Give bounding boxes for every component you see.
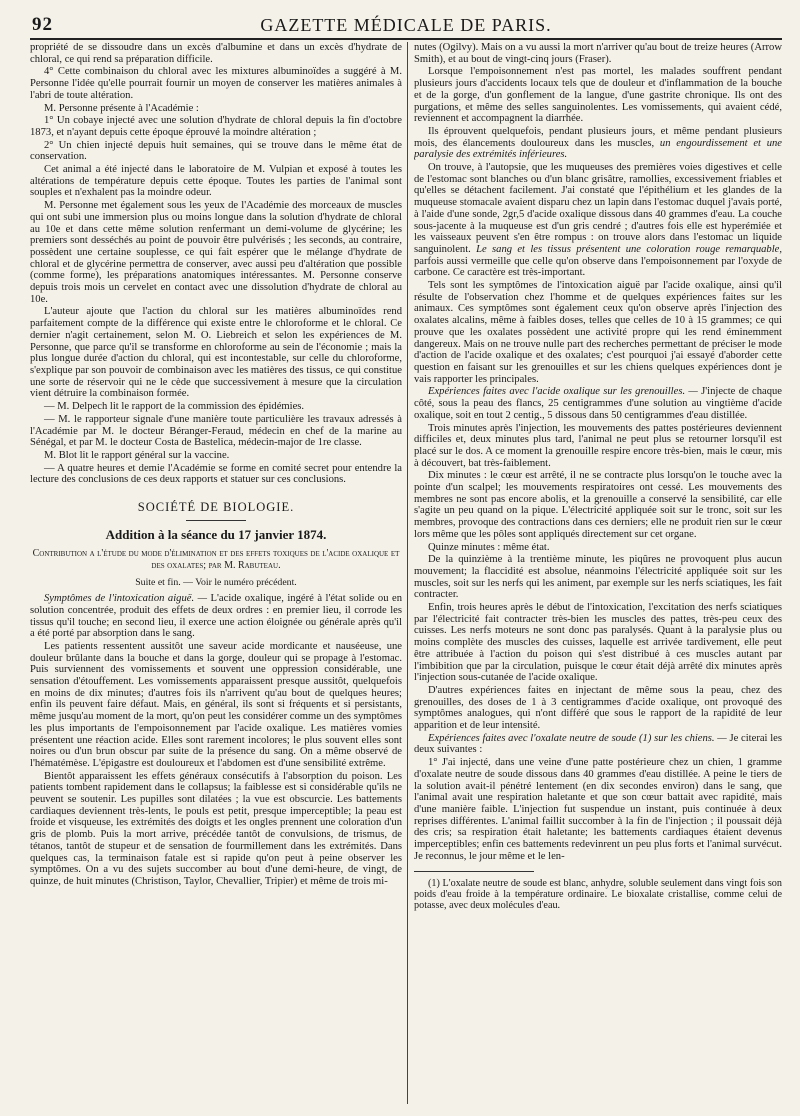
paragraph	[414, 386, 782, 421]
section-divider	[186, 520, 246, 521]
continuation-note: Suite et fin. — Voir le numéro précédent.	[135, 577, 297, 589]
journal-title: GAZETTE MÉDICALE DE PARIS.	[260, 15, 552, 35]
emphasis: Le sang et les tissus présentent une coloration rouge remarquable,	[476, 243, 782, 255]
paragraph	[414, 126, 782, 161]
article-title: Contribution a l'étude du mode d'élimination et des effets toxiques de l'acide oxalique et des oxalates; par M. Rabuteau.	[32, 548, 400, 571]
paragraph: De la quinzième à la trentième minute, les piqûres ne provoquent plus aucun mouvement; la flaccidité est absolue, néanmoins l'électricité appliquée soit sur les muscles, soit sur les nerfs qui les animent, par exemple sur les nerfs sciatiques, les fait contracter.	[414, 554, 782, 601]
page-number: 92	[32, 14, 53, 35]
paragraph: M. Blot lit le rapport général sur la vaccine.	[44, 449, 230, 461]
paragraph: 4° Cette combinaison du chloral avec les mixtures albuminoïdes a suggéré à M. Personne l'idée qu'elle pourrait fournir un moyen de conserver les matières animales à l'abri de toute altération.	[30, 66, 402, 101]
paragraph-text: On trouve, à l'autopsie, que les muqueuses des premières voies digestives et celle de l'estomac sont blanches ou d'un blanc grisâtre, ramollies, excessivement friables et qu'elles se détachent facilement. J'ai constaté que l'épithélium et les glandes de la muqueuse stomacale avaient disparu chez un lapin dans l'estomac duquel j'avais porté, à l'aide d'une sonde, 2gr,5 d'acide oxalique dissous dans 40 grammes d'eau. La couche sous-jacente à la muqueuse est d'un gris cendré ; d'autres fois elle est hyperémiée et les vaisseaux peuvent s'en être rompus : on trouve alors dans l'estomac un liquide sanguinolent.	[414, 162, 782, 255]
paragraph: — M. le rapporteur signale d'une manière toute particulière les travaux adressés à l'Académie par M. le docteur Béranger-Feraud, médecin en chef de la marine au Sénégal, et par M. le docteur Costa de Bastelica, médecin-major de 1re classe.	[30, 413, 402, 449]
paragraph	[414, 162, 782, 279]
paragraph: L'auteur ajoute que l'action du chloral sur les matières albuminoïdes rend parfaitement compte de la différence qui existe entre le chloroforme et le chloral. Ce dernier n'agit certainement, selon M. O. Liebreich et selon les expériences de M. Personne, que parce qu'il se transforme en chloroforme au sein de l'économie ; mais la plus longue durée d'action du chloral, qui est incontestable, sur celle du chloroforme, s'explique par son pouvoir de combinaison avec les matières des tissus, ce qui constitue une sorte de réservoir qui ne le cède que successivement à mesure que la circulation vient détruire la combinaison formée.	[30, 306, 402, 400]
paragraph: 1° J'ai injecté, dans une veine d'une patte postérieure chez un chien, 1 gramme d'oxalate neutre de soude dissous dans 40 grammes d'eau distillée. A peine le tiers de la solution avait-il pénétré lentement (en dix secondes environ) dans le sang, que l'animal avait une respiration haletante et que son cœur battait avec rapidité, mais d'une manière faible. L'injection fut suspendue un instant, puis continuée à deux reprises différentes. L'animal faillit succomber à la fin de l'injection ; il poussait déjà des cris; sa respiration était haletante; les battements cardiaques étaient devenus imperceptibles; enfin ces battements redevinrent un peu plus forts et l'animal survécut. Je reconnus, le jour même et le len-	[414, 757, 782, 862]
paragraph-text: Je citerai les deux suivantes :	[414, 732, 782, 756]
paragraph-text: parfois aussi vermeille que celle qu'on observe dans l'empoisonnement par l'oxyde de carbone. Ce caractère est très-important.	[414, 255, 782, 279]
subheading: Symptômes de l'intoxication aiguë. —	[44, 593, 208, 605]
paragraph: Dix minutes : le cœur est arrêté, il ne se contracte plus lorsqu'on le touche avec la pointe d'un scalpel; les mouvements respiratoires ont cessé. Les mouvements des membres ne sont pas encore abolis, et la grenouille a conservé la sensibilité, car elle s'agite un peu quand on la pique. L'électricité appliquée soit sur le tronc, soit sur les membres, provoque des contractions dans ces derniers; elle ne produit rien sur le cœur lors même que les pôles sont appliqués directement sur cet organe.	[414, 470, 782, 540]
paragraph: — A quatre heures et demie l'Académie se forme en comité secret pour entendre la lecture des conclusions de ces deux rapports et statuer sur ces conclusions.	[30, 462, 402, 486]
paragraph: Tels sont les symptômes de l'intoxication aiguë par l'acide oxalique, ainsi qu'il résulte de l'observation chez l'homme et de quelques expériences faites sur les animaux. Ces symptômes sont également ceux qu'on observe après l'injection des oxalates alcalins, même à faibles doses, telles que celles de 10 à 15 grammes; ce qui prouve que les oxalates possèdent une activité propre qui les rend éminemment dangereux. Mais on ne trouve nulle part des recherches permettant de préciser le mode d'action de l'acide oxalique et des oxalates; c'est pourquoi j'ai essayé d'aborder cette question en faisant sur les grenouilles et sur les chiens quelques expériences dont je vais rapporter les principales.	[414, 280, 782, 385]
footnote: (1) L'oxalate neutre de soude est blanc, anhydre, soluble seulement dans vingt fois son poids d'eau froide à la température ordinaire. Le bioxalate cristallise, comme celui de potasse, avec deux molécules d'eau.	[414, 877, 782, 912]
journal-page	[30, 12, 782, 1104]
session-heading: Addition à la séance du 17 janvier 1874.	[105, 526, 327, 542]
paragraph: M. Personne présente à l'Académie :	[44, 102, 199, 114]
paragraph-text: Ils éprouvent quelquefois, pendant plusieurs jours, et même pendant plusieurs mois, des élancements douloureux dans les muscles,	[414, 125, 782, 149]
two-column-body	[30, 42, 782, 1104]
paragraph: Trois minutes après l'injection, les mouvements des pattes postérieures deviennent difficiles et, deux minutes plus tard, l'animal ne peut plus se retourner lorsqu'il est placé sur le dos. A ce moment la grenouille respire encore très-bien, mais le cœur, mis à découvert, bat très-faiblement.	[414, 422, 782, 469]
emphasis: un engourdissement et une paralysie des extrémités inférieures.	[414, 137, 782, 161]
paragraph-text: J'injecte de chaque côté, sous la peau des flancs, 25 centigrammes d'une solution au vingtième d'acide oxalique, soit en tout 2 centig., 5 dissous dans 50 centigrammes d'eau distillée.	[414, 386, 782, 421]
paragraph: M. Personne met également sous les yeux de l'Académie des morceaux de muscles qui ont subi une immersion plus ou moins longue dans la solution d'hydrate de chloral au 10e et dans cette même solution renfermant un demi-volume de glycérine; les premiers sont desséchés au point de pouvoir être pulvérisés ; les seconds, au contraire, possèdent une certaine souplesse, ce qui fait espérer que le mélange d'hydrate de chloral et de glycérine permettra de conserver, avec aussi peu d'altération que possible (comme forme), les préparations anatomiques intéressantes. M. Personne conserve depuis trois mois un cervelet en contact avec une dissolution d'hydrate de chloral au 10e.	[30, 200, 402, 305]
paragraph: 1° Un cobaye injecté avec une solution d'hydrate de chloral depuis la fin d'octobre 1873, et n'ayant depuis cette époque éprouvé la moindre altération ;	[30, 115, 402, 138]
left-column	[30, 42, 402, 1104]
footnote-divider	[414, 871, 534, 872]
subheading: Expériences faites avec l'acide oxalique sur les grenouilles. —	[428, 386, 698, 398]
paragraph: — M. Delpech lit le rapport de la commission des épidémies.	[44, 401, 305, 413]
paragraph: nutes (Ogilvy). Mais on a vu aussi la mort n'arriver qu'au bout de treize heures (Arrow Smith), et au bout de vingt-cinq jours (Fraser).	[414, 42, 782, 65]
paragraph: Bientôt apparaissent les effets généraux consécutifs à l'absorption du poison. Les patients tombent rapidement dans le collapsus; la faiblesse est si considérable qu'ils ne peuvent se soutenir. Les pupilles sont dilatées ; la vue est obscurcie. Les battements cardiaques deviennent très-lents, le pouls est petit, presque imperceptible; la peau est froide et visqueuse, les extrémités des doigts et les ongles prennent une coloration d'un gris de plomb. Puis la mort arrive, précédée tantôt de convulsions, de trismus, de tétanos, tantôt de stupeur et de sensation de fourmillement dans les extrémités. Dans quelques cas, la terminaison fatale est si rapide qu'on peut à peine observer les symptômes. On a vu des sujets succomber au bout d'une demi-heure, de vingt, de quinze, de huit minutes (Christison, Taylor, Chevallier, Tripier) et même de trois mi-	[30, 770, 402, 887]
paragraph	[30, 593, 402, 640]
section-title: SOCIÉTÉ DE BIOLOGIE.	[137, 500, 295, 515]
paragraph	[414, 733, 782, 756]
page-header	[30, 12, 782, 40]
subheading: Expériences faites avec l'oxalate neutre de soude (1) sur les chiens. —	[428, 732, 727, 744]
paragraph-text: L'acide oxalique, ingéré à l'état solide ou en solution concentrée, produit des effets de deux ordres : en premier lieu, il corrode les tissus qu'il touche; en second lieu, il exerce une action éloignée ou générale après qu'il a été porté par absorption dans le sang.	[30, 593, 402, 640]
column-divider	[407, 42, 408, 1104]
paragraph: Lorsque l'empoisonnement n'est pas mortel, les malades souffrent pendant plusieurs jours d'accidents locaux tels que de douleur et d'inflammation de la bouche et de la gorge, d'un gonflement de la langue, d'une gastrite chronique. Ils ont des purgations, et même des selles sanguinolentes. Les vomissements, qui avaient cédé, reviennent et accompagnent la diarrhée.	[414, 66, 782, 125]
paragraph: D'autres expériences faites en injectant de même sous la peau, chez des grenouilles, des doses de 1 à 3 centigrammes d'acide oxalique, ont provoqué des symptômes analogues, qui n'ont différé que sous le rapport de la rapidité de leur apparition et de leur intensité.	[414, 684, 782, 732]
paragraph: 2° Un chien injecté depuis huit semaines, qui se trouve dans le même état de conservation.	[30, 139, 402, 163]
paragraph: Enfin, trois heures après le début de l'intoxication, l'excitation des nerfs sciatiques par l'électricité fait contracter très-bien les muscles des pattes, très-peu ceux des cuisses. Les nerfs moteurs ne sont donc pas paralysés. Quant à la paralysie plus ou moins complète des muscles des cuisses, laquelle est arrivée tardivement, elle peut être attribuée à l'action du poison qui s'est distribué à ces muscles autant par l'imbibition que par la circulation, puisque le cœur était déjà arrêté dix minutes après l'injection sous-cutanée de l'acide oxalique.	[414, 602, 782, 684]
right-column	[414, 42, 782, 1104]
paragraph: Quinze minutes : même état.	[428, 541, 550, 553]
paragraph: Cet animal a été injecté dans le laboratoire de M. Vulpian et exposé à toutes les altérations de température depuis cette époque. Toutes les parties de l'animal sont souples et n'exhalent pas la moindre odeur.	[30, 164, 402, 199]
paragraph: propriété de se dissoudre dans un excès d'albumine et dans un excès d'hydrate de chloral, ce qui rend sa préparation difficile.	[30, 42, 402, 65]
paragraph: Les patients ressentent aussitôt une saveur acide mordicante et nauséeuse, une douleur brûlante dans la bouche et dans la gorge, douleur qui se propage à l'estomac. Puis surviennent des vomissements et souvent une oppression considérable, une sensation d'étouffement. Les vomissements apparaissent presque aussitôt, quelquefois en moins de dix minutes; d'autres fois ils n'arrivent qu'au bout de quelques heures; enfin ils peuvent faire défaut. Mais, en général, ils sont si fréquents et si persistants, même jusqu'au moment de la mort, qu'on peut les considérer comme un des symptômes les plus importants de l'empoisonnement par l'acide oxalique. Les matières vomies présentent une réaction acide. Elles sont rarement incolores; le plus souvent elles sont noires ou d'un brun obscur par suite de la présence du sang. On a même observé de l'hématémèse. L'épigastre est douloureux et l'abdomen est d'une sensibilité extrême.	[30, 640, 402, 769]
